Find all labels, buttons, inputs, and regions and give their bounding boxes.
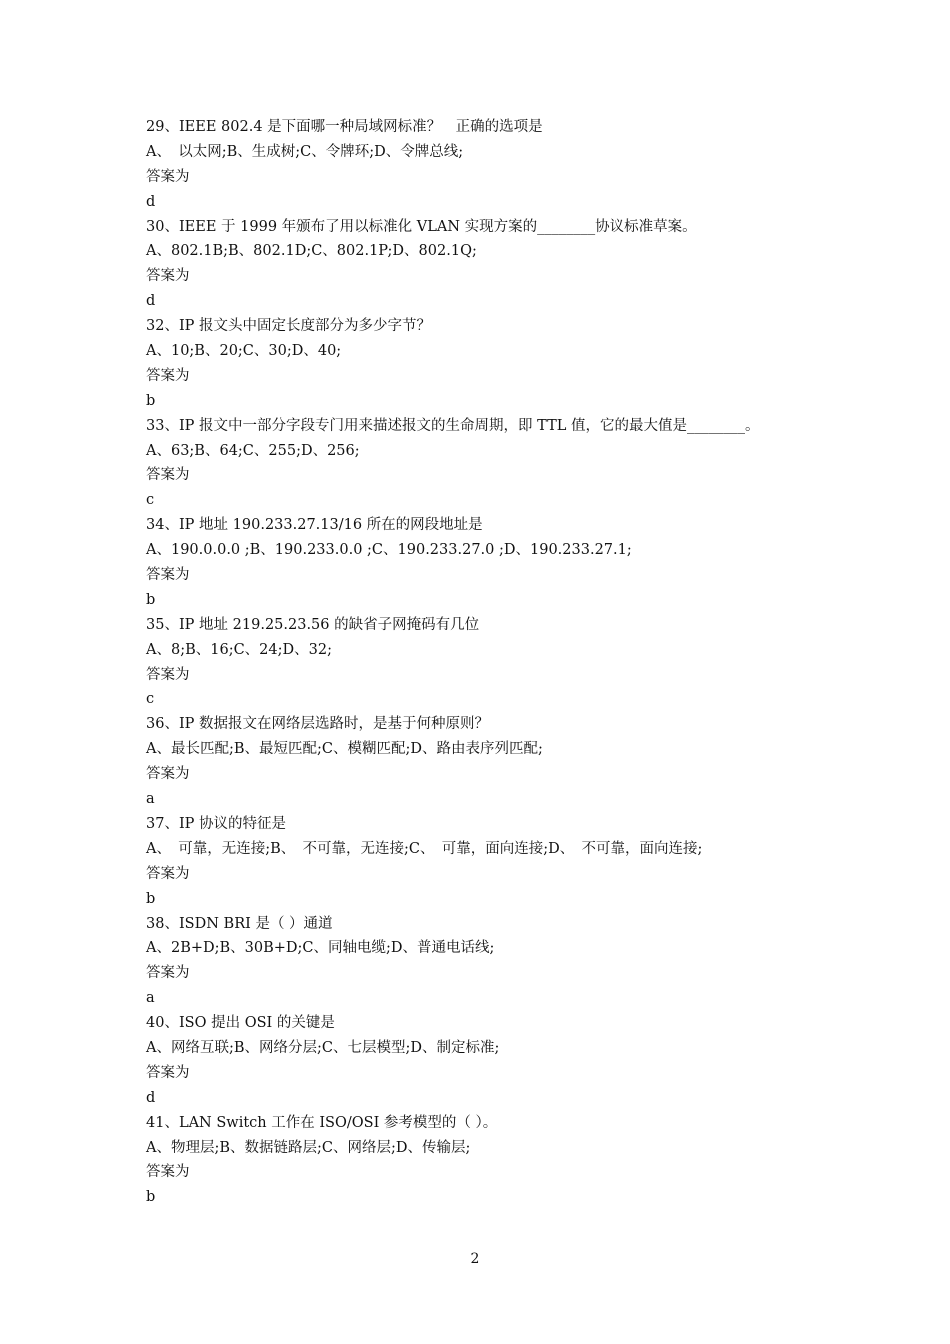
question-text: 34、IP 地址 190.233.27.13/16 所在的网段地址是 xyxy=(146,517,483,534)
question-text: 32、IP 报文头中固定长度部分为多少字节？ xyxy=(146,318,432,335)
question-block xyxy=(146,314,846,414)
answer-value: d xyxy=(146,193,156,210)
question-block xyxy=(146,812,846,912)
question-options: A、802.1B;B、802.1D;C、802.1P;D、802.1Q; xyxy=(146,243,477,260)
answer-label: 答案为 xyxy=(146,865,190,882)
answer-value: a xyxy=(146,791,155,808)
answer-value: c xyxy=(146,691,155,708)
question-block xyxy=(146,712,846,812)
question-options: A、10;B、20;C、30;D、40; xyxy=(146,343,342,360)
question-text: 36、IP 数据报文在网络层选路时，是基于何种原则？ xyxy=(146,716,490,733)
answer-label: 答案为 xyxy=(146,666,190,683)
question-block xyxy=(146,513,846,613)
answer-value: b xyxy=(146,591,156,608)
answer-label: 答案为 xyxy=(146,268,190,285)
question-block xyxy=(146,414,846,514)
answer-label: 答案为 xyxy=(146,1164,190,1181)
answer-label: 答案为 xyxy=(146,766,190,783)
answer-label: 答案为 xyxy=(146,168,190,185)
question-block xyxy=(146,912,846,1012)
answer-label: 答案为 xyxy=(146,965,190,982)
answer-label: 答案为 xyxy=(146,467,190,484)
answer-value: c xyxy=(146,492,155,509)
question-options: A、 可靠，无连接;B、 不可靠，无连接;C、 可靠，面向连接;D、 不可靠，面向连接; xyxy=(146,840,703,857)
question-options: A、8;B、16;C、24;D、32; xyxy=(146,641,332,658)
question-list xyxy=(146,115,846,1210)
question-options: A、物理层;B、数据链路层;C、网络层;D、传输层; xyxy=(146,1139,471,1156)
question-options: A、190.0.0.0 ;B、190.233.0.0 ;C、190.233.27.0 ;D、190.233.27.1; xyxy=(146,542,632,559)
question-text: 41、LAN Switch 工作在 ISO/OSI 参考模型的（ ）。 xyxy=(146,1114,498,1131)
question-text: 40、ISO 提出 OSI 的关键是 xyxy=(146,1015,335,1032)
question-block xyxy=(146,215,846,315)
question-text: 37、IP 协议的特征是 xyxy=(146,815,287,832)
answer-label: 答案为 xyxy=(146,567,190,584)
question-block xyxy=(146,115,846,215)
question-text: 29、IEEE 802.4 是下面哪一种局域网标准？ 正确的选项是 xyxy=(146,119,543,135)
answer-value: b xyxy=(146,890,156,907)
question-block xyxy=(146,1011,846,1111)
question-options: A、网络互联;B、网络分层;C、七层模型;D、制定标准; xyxy=(146,1039,500,1056)
answer-value: b xyxy=(146,392,156,409)
answer-label: 答案为 xyxy=(146,1064,190,1081)
question-options: A、 以太网;B、生成树;C、令牌环;D、令牌总线; xyxy=(146,143,464,160)
answer-value: d xyxy=(146,293,156,310)
answer-label: 答案为 xyxy=(146,367,190,384)
question-text: 35、IP 地址 219.25.23.56 的缺省子网掩码有几位 xyxy=(146,616,480,633)
question-options: A、63;B、64;C、255;D、256; xyxy=(146,442,360,459)
answer-value: d xyxy=(146,1089,156,1106)
question-text: 30、IEEE 于 1999 年颁布了用以标准化 VLAN 实现方案的________协议标准草案。 xyxy=(146,218,697,235)
answer-value: b xyxy=(146,1189,156,1206)
question-options: A、最长匹配;B、最短匹配;C、模糊匹配;D、路由表序列匹配; xyxy=(146,741,543,758)
question-text: 38、ISDN BRI 是（ ）通道 xyxy=(146,915,333,932)
answer-value: a xyxy=(146,990,155,1007)
question-text: 33、IP 报文中一部分字段专门用来描述报文的生命周期，即 TTL 值，它的最大值是________。 xyxy=(146,417,760,434)
question-block xyxy=(146,613,846,713)
page-number: 2 xyxy=(470,1251,480,1267)
question-block xyxy=(146,1111,846,1211)
question-options: A、2B+D;B、30B+D;C、同轴电缆;D、普通电话线; xyxy=(146,940,495,957)
